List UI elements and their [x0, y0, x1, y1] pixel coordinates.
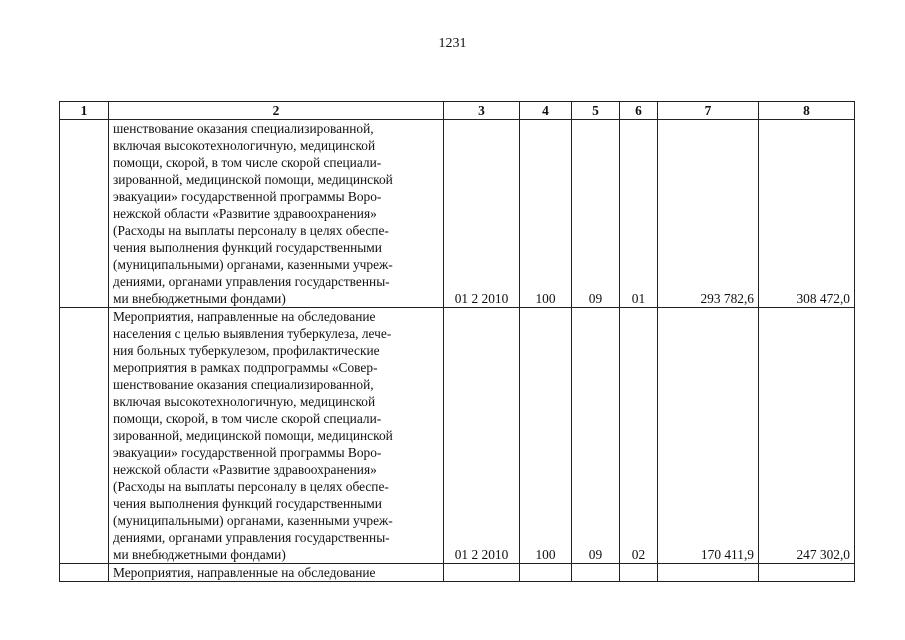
- cell-subsection: 02: [620, 308, 658, 564]
- description-line: ния больных туберкулезом, профилактические: [113, 343, 380, 358]
- cell-target-code: 01 2 2010: [444, 120, 520, 308]
- description-line: шенствование оказания специализированной,: [113, 121, 374, 136]
- description-line: населения с целью выявления туберкулеза, лече-: [113, 326, 392, 341]
- description-line: ми внебюджетными фондами): [113, 291, 286, 306]
- description-line: дениями, органами управления государственны-: [113, 274, 390, 289]
- description-line: включая высокотехнологичную, медицинской: [113, 138, 376, 153]
- description-line: Мероприятия, направленные на обследование: [113, 565, 376, 580]
- cell-col-1: [60, 308, 109, 564]
- description-line: (муниципальными) органами, казенными учреж-: [113, 257, 393, 272]
- description-line: (муниципальными) органами, казенными учреж-: [113, 513, 393, 528]
- description-line: включая высокотехнологичную, медицинской: [113, 394, 376, 409]
- description-line: зированной, медицинской помощи, медицинской: [113, 172, 393, 187]
- header-col-4: 4: [520, 102, 572, 120]
- cell-amount-col-7: 170 411,9: [658, 308, 759, 564]
- cell-subsection: [620, 564, 658, 582]
- cell-target-code: [444, 564, 520, 582]
- header-col-3: 3: [444, 102, 520, 120]
- table-row: [60, 120, 855, 308]
- description-line: чения выполнения функций государственными: [113, 240, 382, 255]
- description-line: чения выполнения функций государственными: [113, 496, 382, 511]
- description-line: нежской области «Развитие здравоохранения»: [113, 206, 377, 221]
- budget-table: [59, 101, 855, 582]
- description-line: мероприятия в рамках подпрограммы «Совер-: [113, 360, 378, 375]
- cell-amount-col-8: [759, 564, 855, 582]
- description-line: Мероприятия, направленные на обследование: [113, 309, 376, 324]
- cell-amount-col-7: 293 782,6: [658, 120, 759, 308]
- header-col-5: 5: [572, 102, 620, 120]
- cell-description: [109, 564, 444, 582]
- header-col-2: 2: [109, 102, 444, 120]
- cell-amount-col-7: [658, 564, 759, 582]
- header-col-7: 7: [658, 102, 759, 120]
- description-line: эвакуации» государственной программы Воро-: [113, 445, 382, 460]
- header-col-6: 6: [620, 102, 658, 120]
- page-number: 1231: [438, 36, 467, 51]
- description-line: шенствование оказания специализированной,: [113, 377, 374, 392]
- cell-section: 09: [572, 120, 620, 308]
- header-col-8: 8: [759, 102, 855, 120]
- description-line: зированной, медицинской помощи, медицинской: [113, 428, 393, 443]
- cell-description: [109, 308, 444, 564]
- cell-description: [109, 120, 444, 308]
- table-row: [60, 564, 855, 582]
- table-body: [60, 120, 855, 582]
- table-row: [60, 308, 855, 564]
- cell-col-1: [60, 564, 109, 582]
- cell-expense-type: 100: [520, 120, 572, 308]
- description-line: дениями, органами управления государственны-: [113, 530, 390, 545]
- description-line: (Расходы на выплаты персоналу в целях обеспе-: [113, 223, 389, 238]
- description-line: нежской области «Развитие здравоохранения»: [113, 462, 377, 477]
- header-col-1: 1: [60, 102, 109, 120]
- cell-section: 09: [572, 308, 620, 564]
- description-line: помощи, скорой, в том числе скорой специали-: [113, 411, 382, 426]
- cell-section: [572, 564, 620, 582]
- cell-amount-col-8: 247 302,0: [759, 308, 855, 564]
- cell-amount-col-8: 308 472,0: [759, 120, 855, 308]
- cell-subsection: 01: [620, 120, 658, 308]
- description-line: эвакуации» государственной программы Воро-: [113, 189, 382, 204]
- cell-col-1: [60, 120, 109, 308]
- description-line: (Расходы на выплаты персоналу в целях обеспе-: [113, 479, 389, 494]
- description-line: помощи, скорой, в том числе скорой специали-: [113, 155, 382, 170]
- cell-expense-type: 100: [520, 308, 572, 564]
- description-line: ми внебюджетными фондами): [113, 547, 286, 562]
- cell-expense-type: [520, 564, 572, 582]
- cell-target-code: 01 2 2010: [444, 308, 520, 564]
- table-header-row: [60, 102, 855, 120]
